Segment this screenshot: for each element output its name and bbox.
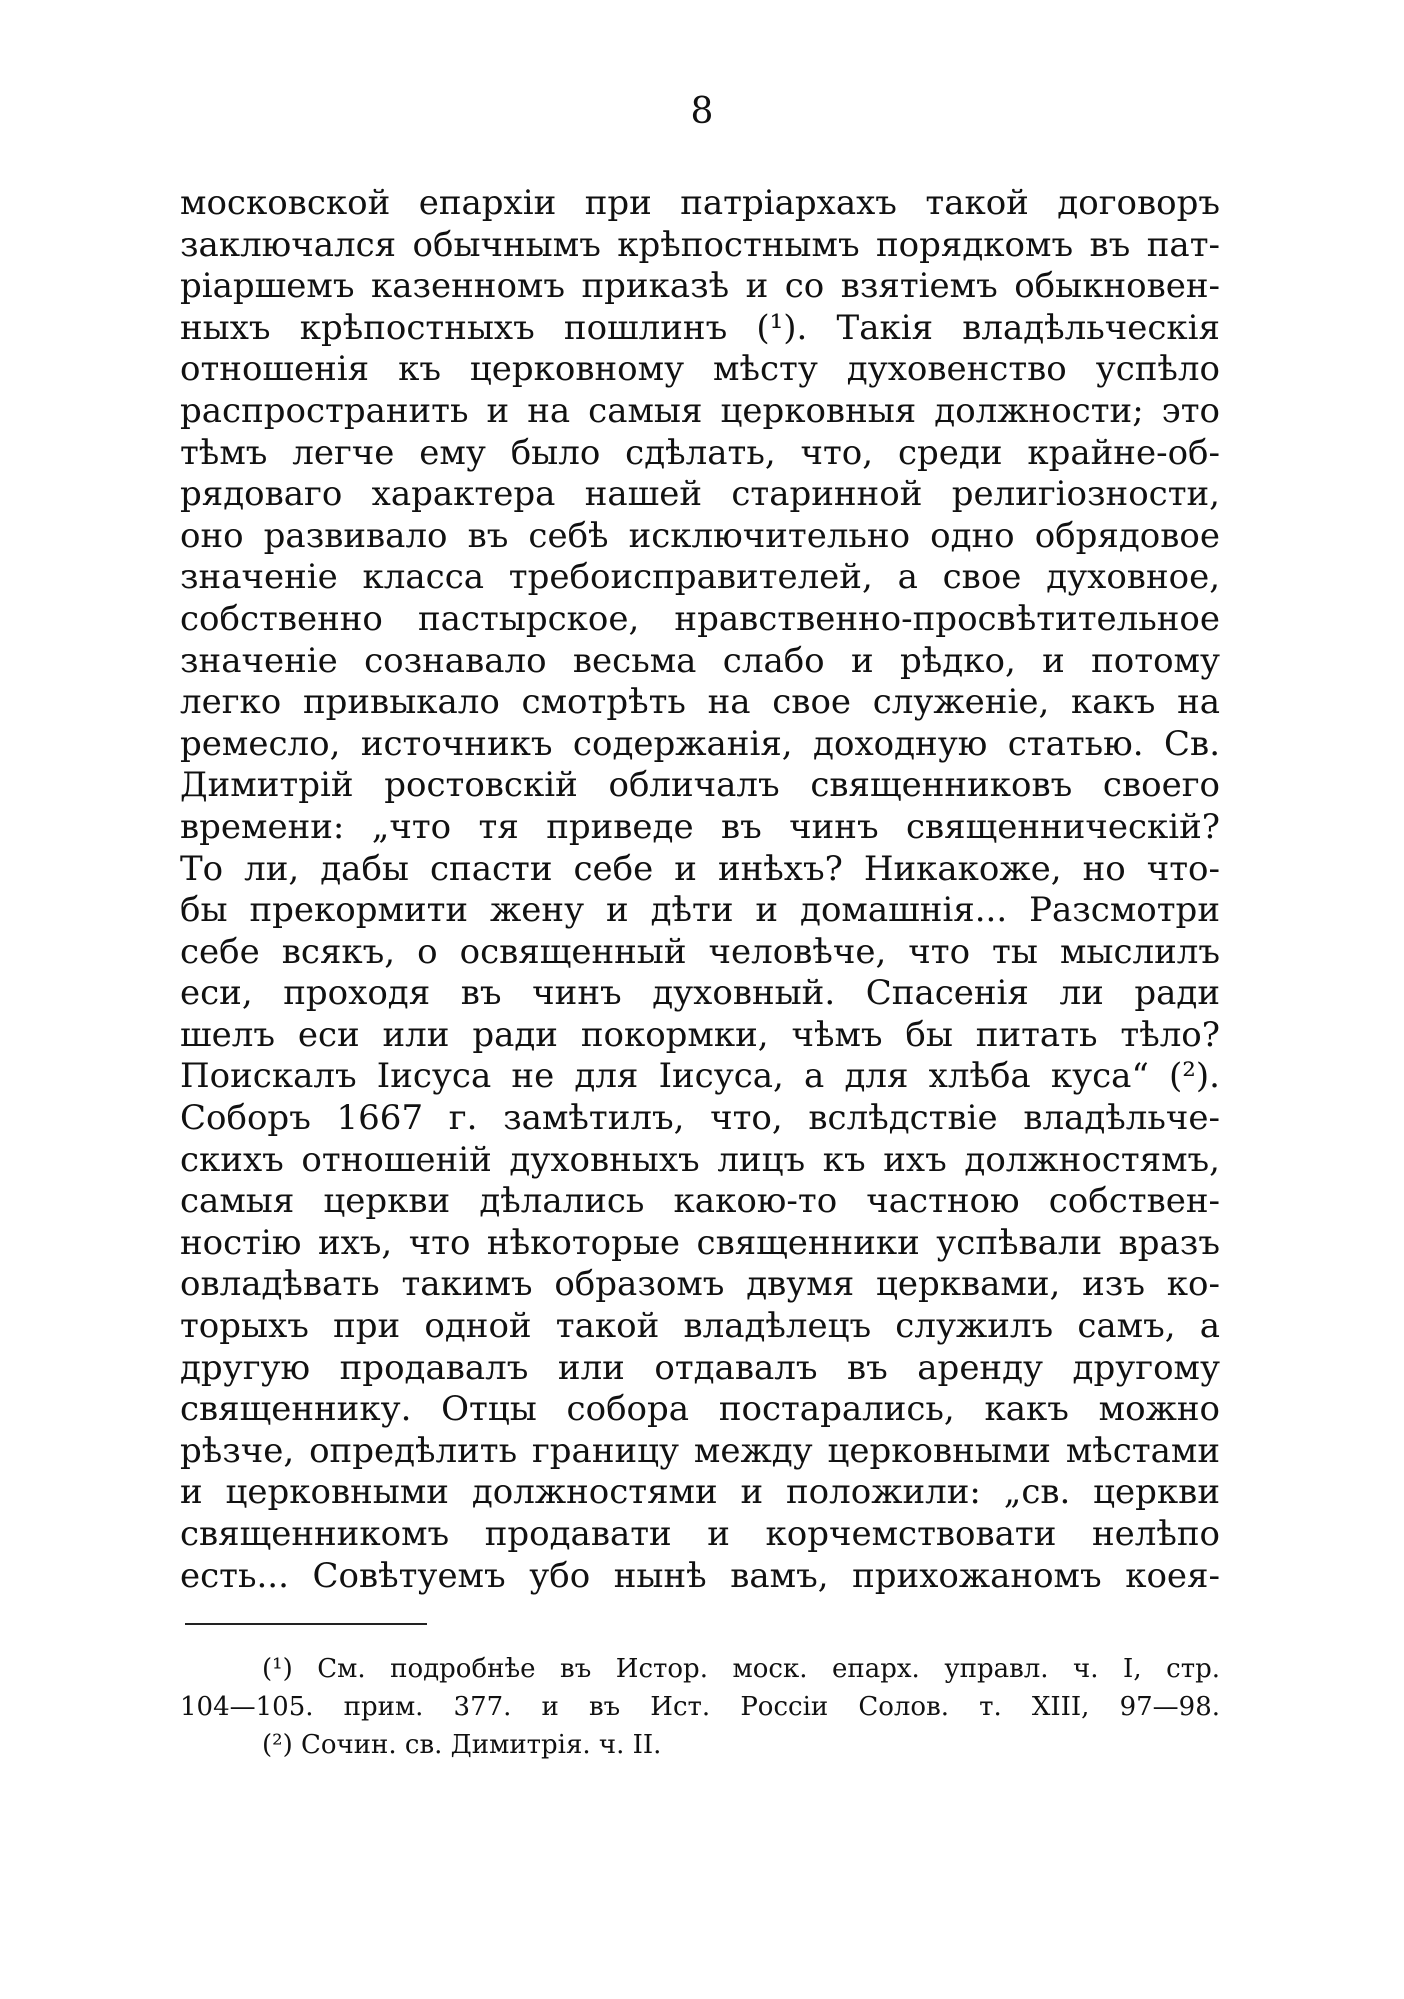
text-line: ріаршемъ казенномъ приказѣ и со взятіемъ обыкновен- — [180, 266, 1220, 307]
footnote-2: (²) Сочин. св. Димитрія. ч. II. — [262, 1730, 662, 1760]
text-line: ностію ихъ, что нѣкоторые священники успѣвали вразъ — [180, 1222, 1220, 1263]
text-line: есть... Совѣтуемъ убо нынѣ вамъ, прихожаномъ коея- — [180, 1555, 1220, 1596]
text-line: Соборъ 1667 г. замѣтилъ, что, вслѣдствіе владѣльче- — [180, 1098, 1220, 1139]
page-number: 8 — [690, 91, 714, 132]
text-line: скихъ отношеній духовныхъ лицъ къ ихъ должностямъ, — [180, 1139, 1220, 1180]
footnote-1-line-2: 104—105. прим. 377. и въ Ист. Россіи Солов. т. XIII, 97—98. — [180, 1692, 1220, 1722]
text-line: священнику. Отцы собора постарались, какъ можно — [180, 1389, 1220, 1430]
text-line: самыя церкви дѣлались какою-то частною собствен- — [180, 1181, 1220, 1222]
footnote-1-line-1: (¹) См. подробнѣе въ Истор. моск. епарх. управл. ч. I, стр. — [262, 1654, 1220, 1684]
text-line: легко привыкало смотрѣть на свое служеніе, какъ на — [180, 682, 1220, 723]
text-line: То ли, дабы спасти себе и инѣхъ? Никакоже, но что- — [180, 848, 1220, 889]
text-line: Поискалъ Іисуса не для Іисуса, а для хлѣба куса“ (²). — [180, 1056, 1220, 1097]
text-line: бы прекормити жену и дѣти и домашнія... Разсмотри — [180, 890, 1220, 931]
text-line: собственно пастырское, нравственно-просвѣтительное — [180, 598, 1220, 639]
text-line: ныхъ крѣпостныхъ пошлинъ (¹). Такія владѣльческія — [180, 307, 1220, 348]
text-line: московской епархіи при патріархахъ такой договоръ — [180, 183, 1220, 223]
text-line: оно развивало въ себѣ исключительно одно обрядовое — [180, 515, 1220, 556]
text-line: себе всякъ, о освященный человѣче, что ты мыслилъ — [180, 931, 1220, 972]
text-line: заключался обычнымъ крѣпостнымъ порядкомъ въ пат- — [180, 224, 1220, 265]
footnotes — [180, 1650, 1220, 1764]
text-line: священникомъ продавати и корчемствовати нелѣпо — [180, 1514, 1220, 1554]
text-line: еси, проходя въ чинъ духовный. Спасенія ли ради — [180, 973, 1220, 1014]
text-line: значеніе класса требоисправителей, а свое духовное, — [180, 557, 1220, 598]
text-line: овладѣвать такимъ образомъ двумя церквами, изъ ко- — [180, 1264, 1220, 1305]
text-line: отношенія къ церковному мѣсту духовенство успѣло — [180, 349, 1220, 390]
text-line: другую продавалъ или отдавалъ въ аренду другому — [180, 1347, 1220, 1388]
text-line: ремесло, источникъ содержанія, доходную статью. Св. — [180, 723, 1220, 764]
text-line: рѣзче, опредѣлить границу между церковными мѣстами — [180, 1430, 1220, 1471]
text-line: времени: „что тя приведе въ чинъ священническій? — [180, 806, 1220, 847]
text-line: и церковными должностями и положили: „св. церкви — [180, 1472, 1220, 1513]
text-line: торыхъ при одной такой владѣлецъ служилъ самъ, а — [180, 1306, 1220, 1347]
text-line: значеніе сознавало весьма слабо и рѣдко, и потому — [180, 640, 1220, 681]
text-line: распространить и на самыя церковныя должности; это — [180, 390, 1220, 431]
text-line: Димитрій ростовскій обличалъ священниковъ своего — [180, 765, 1220, 806]
footnote-divider — [185, 1623, 427, 1625]
text-line: рядоваго характера нашей старинной религіозности, — [180, 474, 1220, 515]
text-line: тѣмъ легче ему было сдѣлать, что, среди крайне-об- — [180, 432, 1220, 473]
text-line: шелъ еси или ради покормки, чѣмъ бы питать тѣло? — [180, 1014, 1220, 1055]
main-text — [180, 183, 1220, 1597]
